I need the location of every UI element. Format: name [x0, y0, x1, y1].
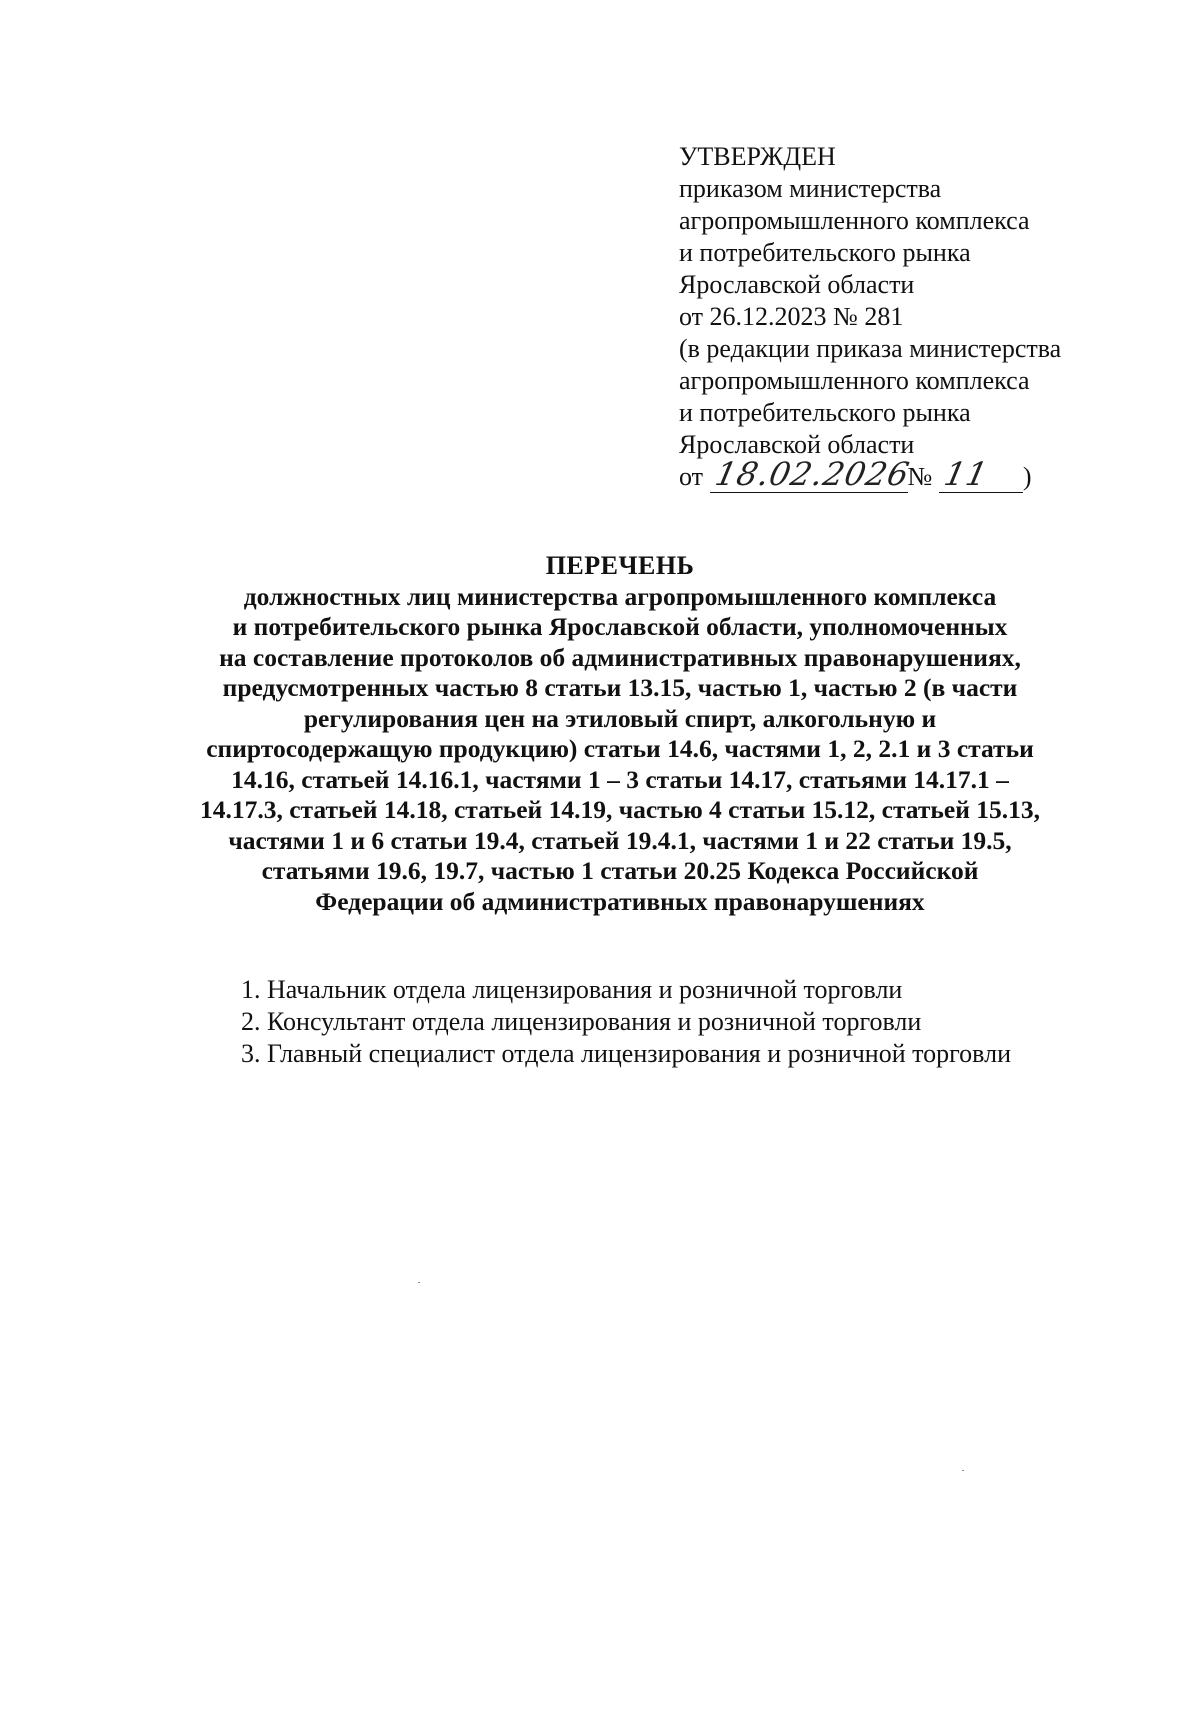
approval-line: и потребительского рынка [679, 398, 971, 427]
subtitle-line: Федерации об административных правонарушениях [315, 886, 925, 916]
list-item: 1. Начальник отдела лицензирования и розничной торговли [241, 975, 903, 1004]
handwritten-date: 18.02.2026 [711, 455, 913, 493]
number-sign: № [907, 462, 933, 491]
approval-line: Ярославской области [679, 430, 915, 459]
number-blank [939, 455, 1023, 493]
scan-speck [418, 1282, 420, 1283]
subtitle-line: и потребительского рынка Ярославской области, уполномоченных [232, 612, 1008, 641]
subtitle-line: на составление протоколов об административных правонарушениях, [219, 642, 1021, 672]
handwritten-number: 11 [940, 455, 992, 493]
list-item: 2. Консультант отдела лицензирования и розничной торговли [241, 1007, 922, 1036]
subtitle-line: 14.17.3, статьей 14.18, статьей 14.19, частью 4 статьи 15.12, статьей 15.13, [199, 795, 1041, 824]
approval-line: УТВЕРЖДЕН [679, 142, 836, 171]
closing-parenthesis: ) [1022, 462, 1032, 491]
approval-stamp-block [679, 141, 1119, 495]
subtitle-line: спиртосодержащую продукцию) статьи 14.6, частями 1, 2, 2.1 и 3 статьи [206, 734, 1034, 763]
approval-line: и потребительского рынка [679, 238, 971, 267]
approval-line: агропромышленного комплекса [679, 206, 1030, 235]
date-blank [710, 455, 913, 493]
signature-date-line [679, 455, 1119, 495]
document-title-block [160, 551, 1080, 917]
scan-speck [962, 1470, 964, 1471]
subtitle-line: должностных лиц министерства агропромышленного комплекса [243, 581, 997, 611]
positions-list [241, 974, 1011, 1070]
subtitle-line: регулирования цен на этиловый спирт, алкогольную и [303, 703, 937, 733]
approval-line: Ярославской области [679, 270, 915, 299]
signature-prefix: от [679, 462, 704, 491]
document-heading: ПЕРЕЧЕНЬ [545, 551, 695, 580]
subtitle-line: частями 1 и 6 статьи 19.4, статьей 19.4.1, частями 1 и 22 статьи 19.5, [228, 825, 1012, 855]
approval-line: агропромышленного комплекса [679, 366, 1030, 395]
approval-line: от 26.12.2023 № 281 [679, 302, 904, 331]
subtitle-line: 14.16, статьей 14.16.1, частями 1 – 3 статьи 14.17, статьями 14.17.1 – [231, 764, 1009, 794]
list-item: 3. Главный специалист отдела лицензирования и розничной торговли [241, 1039, 1011, 1068]
approval-line: (в редакции приказа министерства [679, 334, 1062, 363]
subtitle-line: статьями 19.6, 19.7, частью 1 статьи 20.25 Кодекса Российской [261, 856, 979, 885]
subtitle-line: предусмотренных частью 8 статьи 13.15, частью 1, частью 2 (в части [222, 673, 1018, 702]
approval-line: приказом министерства [679, 174, 942, 203]
